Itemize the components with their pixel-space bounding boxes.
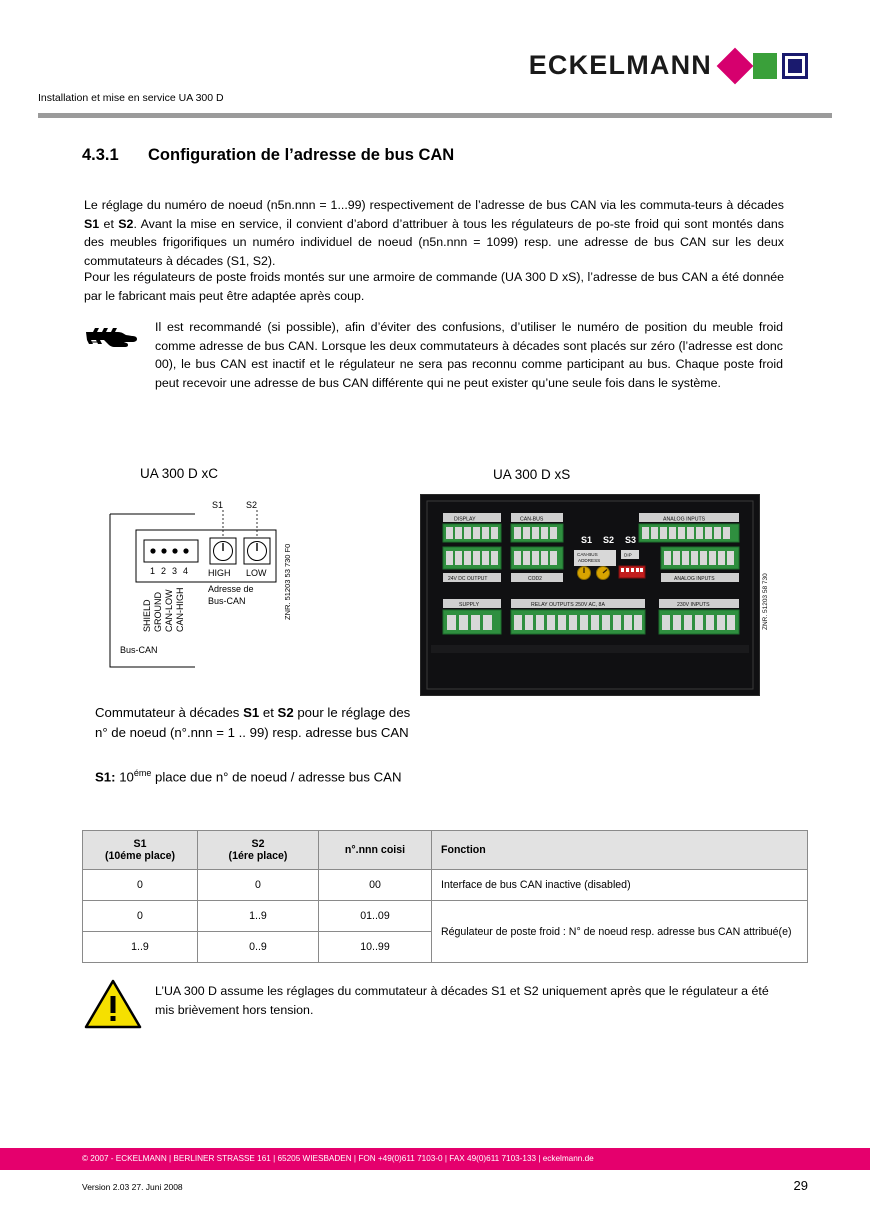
blue-square-icon	[782, 53, 808, 79]
table-header-s1-line1: S1	[133, 838, 147, 850]
table-header-s1	[83, 831, 198, 870]
cell-nnn: 01..09	[319, 901, 432, 932]
svg-text:RELAY OUTPUTS 250V AC, 8A: RELAY OUTPUTS 250V AC, 8A	[531, 602, 605, 608]
figure-left-address-line1: Adresse de	[208, 584, 254, 594]
paragraph-1: Le réglage du numéro de noeud (n5n.nnn = 1...99) respectivement de l’adresse de bus CAN via les commuta-teurs à décades S1 et S2. Avant la mise en service, il convient d’abord d’attribuer à tous les régulateurs de po-ste froid qui sont montés dans des meubles frigorifiques un numéro individuel de noeud (n5n.nnn = 1099) resp. une adresse de bus CAN sur les deux commutateurs à décades (S1, S2).	[84, 198, 784, 268]
switch-description-1: Commutateur à décades S1 et S2 pour le réglage des n° de noeud (n°.nnn = 1 .. 99) resp. adresse bus CAN	[95, 705, 411, 740]
section-number: 4.3.1	[82, 146, 119, 164]
page-title: Configuration de l’adresse de bus CAN	[148, 146, 455, 164]
figure-left-num1: 1	[150, 566, 156, 576]
figure-left-num2: 2	[161, 566, 167, 576]
cell-function: Régulateur de poste froid : N° de noeud resp. adresse bus CAN attribué(e)	[432, 901, 808, 963]
cell-s1: 1..9	[83, 932, 198, 963]
cell-nnn: 10..99	[319, 932, 432, 963]
warning-triangle-icon	[84, 978, 142, 1030]
cell-nnn: 00	[319, 870, 432, 901]
logo-text: ECKELMANN	[528, 50, 712, 80]
figure-right-caption: UA 300 D xS	[493, 467, 571, 482]
cell-s1: 0	[83, 870, 198, 901]
svg-text:230V INPUTS: 230V INPUTS	[677, 602, 710, 608]
figure-left-pin-ground: GROUND	[153, 592, 163, 632]
figure-right-znr: ZNR. 51203 58 730	[762, 573, 769, 630]
pointing-hand-icon	[84, 318, 138, 352]
svg-text:CAN-BUS: CAN-BUS	[520, 516, 544, 523]
figure-left-bus-can: Bus-CAN	[120, 645, 158, 655]
footer-bar	[0, 1148, 870, 1170]
running-header-title: Installation et mise en service UA 300 D	[38, 92, 224, 104]
svg-text:CAN-BUS: CAN-BUS	[577, 552, 598, 557]
cell-function: Interface de bus CAN inactive (disabled)	[432, 870, 808, 901]
svg-text:S1: S1	[581, 535, 593, 545]
table-header-s1-line2: (10éme place)	[104, 850, 176, 862]
can-address-table	[82, 830, 808, 963]
figure-left-num3: 3	[172, 566, 178, 576]
svg-text:ANALOG INPUTS: ANALOG INPUTS	[674, 576, 715, 582]
svg-text:COD2: COD2	[528, 576, 542, 582]
figure-left-pin-canhigh: CAN-HIGH	[175, 587, 185, 632]
logo-marks	[722, 53, 808, 79]
footer-page-number: 29	[793, 1178, 808, 1193]
figure-left-label-low: LOW	[246, 568, 267, 578]
figure-left-label-s1: S1	[212, 500, 224, 510]
table-header-nnn: n°.nnn coisi	[319, 831, 432, 870]
table-row	[83, 870, 808, 901]
green-square-icon	[753, 53, 777, 79]
switch-description-2: S1: $10^{éme}$ place due n° de noeud / adresse bus CAN	[95, 768, 402, 785]
warning-text: L’UA 300 D assume les réglages du commutateur à décades S1 et S2 uniquement après que le régulateur a été mis brièvement hors tension.	[155, 984, 769, 1017]
figure-left-znr: ZNR. 51203 53 730 F0	[283, 543, 292, 620]
svg-text:24V DC OUTPUT: 24V DC OUTPUT	[448, 576, 488, 582]
paragraph-3: Il est recommandé (si possible), afin d’éviter des confusions, d’utiliser le numéro de position du meuble froid comme adresse de bus CAN. Lorsque les deux commutateurs à décades sont placés sur zéro (l’adresse est donc 00), le bus CAN est inactif et le régulateur ne sera pas reconnu comme participant au bus. Chaque poste froid peut recevoir une adresse de bus CAN différente qui ne peut exister qu’une seule fois dans le système.	[155, 320, 783, 390]
cell-s2: 0..9	[198, 932, 319, 963]
table-header-function: Fonction	[432, 831, 808, 870]
figure-left-num4: 4	[183, 566, 189, 576]
table-header-row	[83, 831, 808, 870]
svg-text:S3: S3	[625, 535, 637, 545]
svg-text:DIP: DIP	[624, 552, 632, 558]
cell-s2: 1..9	[198, 901, 319, 932]
cell-s1: 0	[83, 901, 198, 932]
footer-version: Version 2.03 27. Juni 2008	[82, 1182, 183, 1192]
svg-text:ANALOG INPUTS: ANALOG INPUTS	[663, 516, 706, 523]
figure-left-caption: UA 300 D xC	[140, 466, 219, 481]
figure-left-pin-shield: SHIELD	[142, 599, 152, 632]
figure-ua300d-xc-diagram	[100, 492, 325, 682]
svg-text:S2: S2	[603, 535, 615, 545]
header-divider	[38, 113, 832, 118]
table-header-s2-line2: (1ére place)	[228, 850, 288, 862]
svg-text:ADDRESS: ADDRESS	[578, 558, 601, 563]
table-row	[83, 901, 808, 932]
diamond-icon	[717, 47, 754, 84]
figure-left-label-s2: S2	[246, 500, 258, 510]
paragraph-2: Pour les régulateurs de poste froids montés sur une armoire de commande (UA 300 D xS), l’adresse de bus CAN a été donnée par le fabricant mais peut être adaptée après coup.	[84, 270, 784, 303]
table-header-s2	[198, 831, 319, 870]
table-header-s2-line1: S2	[251, 838, 265, 850]
figure-ua300d-xs-photo	[420, 494, 760, 696]
figure-left-pin-canlow: CAN-LOW	[164, 589, 174, 632]
svg-text:DISPLAY: DISPLAY	[454, 516, 476, 523]
footer-copyright: © 2007 - ECKELMANN | BERLINER STRASSE 161 | 65205 WIESBADEN | FON +49(0)611 7103-0 | FAX 49(0)611 7103-133 | eckelmann.de	[82, 1154, 594, 1163]
cell-s2: 0	[198, 870, 319, 901]
svg-text:SUPPLY: SUPPLY	[459, 602, 480, 608]
figure-left-label-high: HIGH	[208, 568, 231, 578]
figure-left-address-line2: Bus-CAN	[208, 596, 246, 606]
company-logo	[529, 50, 808, 81]
